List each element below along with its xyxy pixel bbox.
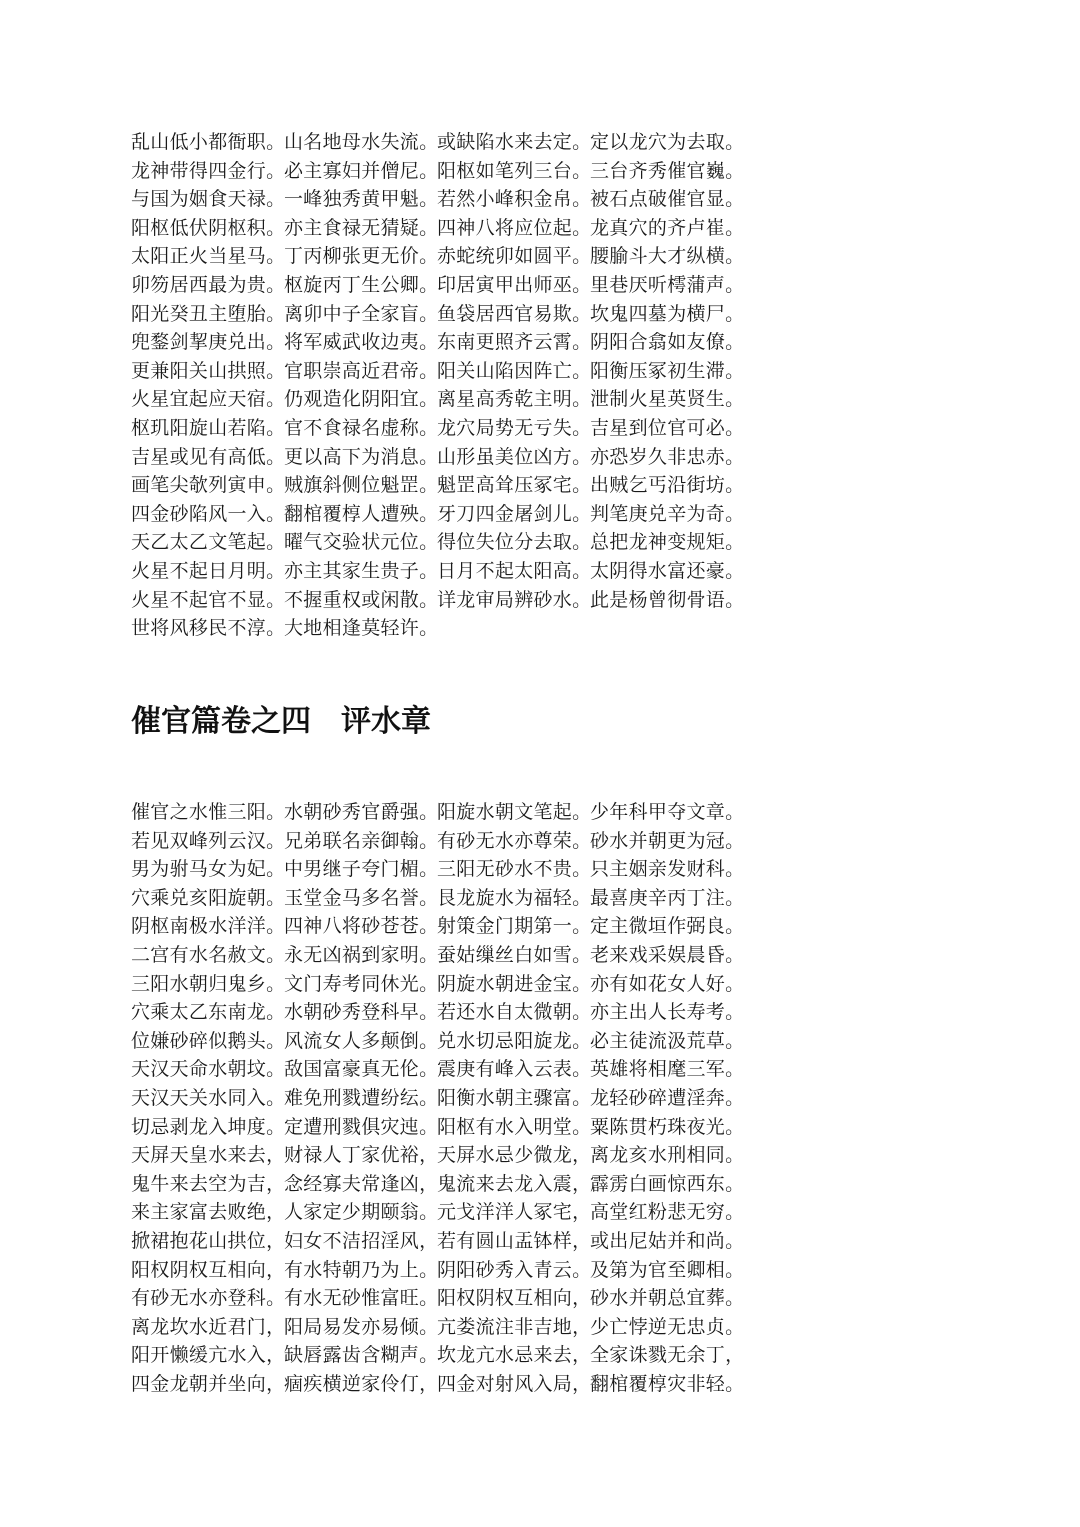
verse-phrase: 有水无砂惟富旺。 [284,1287,439,1310]
verse-phrase: 吉星或见有高低。 [131,445,286,468]
verse-line [131,1113,751,1142]
verse-phrase: 三阳水朝归鬼乡。 [131,972,286,995]
verse-phrase: 砂水并朝更为冠。 [590,829,745,852]
verse-line [131,827,751,856]
verse-line [131,1284,751,1313]
verse-phrase: 催官之水惟三阳。 [131,801,286,823]
verse-phrase: 四金砂陷风一入。 [131,502,286,525]
verse-line [131,242,751,271]
verse-phrase: 四神八将砂苍苍。 [284,915,439,938]
verse-phrase: 阳光癸丑主堕胎。 [131,302,286,325]
verse-phrase: 鬼牛来去空为吉， [131,1172,286,1195]
verse-phrase: 阳衡压冢初生滞。 [590,359,745,382]
verse-phrase: 位嫌砂碎似鹅头。 [131,1029,286,1052]
verse-phrase: 敌国富豪真无伦。 [284,1058,439,1081]
verse-phrase: 阳旋水朝文笔起。 [437,801,592,823]
verse-phrase: 官职崇高近君帝。 [284,359,439,382]
verse-phrase: 亦主食禄无猜疑。 [284,216,439,239]
verse-phrase: 只主姻亲发财科。 [590,858,745,881]
verse-phrase: 难免刑戮遭纷纭。 [284,1086,439,1109]
verse-phrase: 念经寡夫常逢凶， [284,1172,439,1195]
verse-phrase: 粟陈贯朽珠夜光。 [590,1115,745,1138]
verse-phrase: 元戈洋洋人冢宅， [437,1201,592,1224]
verse-phrase: 仍观造化阴阳宜。 [284,388,439,411]
verse-phrase: 将军威武收边夷。 [284,331,439,354]
verse-phrase: 翻棺覆椁人遭殃。 [284,502,439,525]
verse-phrase: 世将风移民不淳。 [131,617,286,640]
verse-phrase: 乱山低小都衙职。 [131,131,286,153]
verse-phrase: 鱼袋居西官易欺。 [437,302,592,325]
verse-phrase: 坎龙亢水忌来去， [437,1344,592,1367]
verse-phrase: 天汉天命水朝坟。 [131,1058,286,1081]
verse-phrase: 太阴得水富还豪。 [590,559,745,582]
verse-phrase: 山形虽美位凶方。 [437,445,592,468]
verse-line [131,1027,751,1056]
verse-phrase: 玉堂金马多名誉。 [284,886,439,909]
verse-phrase: 阳开懒缓亢水入， [131,1344,286,1367]
verse-line [131,414,751,443]
verse-phrase: 亦恐岁久非忠赤。 [590,445,745,468]
verse-phrase: 得位失位分去取。 [437,531,592,554]
verse-phrase: 火星不起日月明。 [131,559,286,582]
verse-phrase: 丁丙柳张更无价。 [284,245,439,268]
verse-phrase: 若见双峰列云汉。 [131,829,286,852]
verse-phrase: 四金龙朝并坐向， [131,1372,286,1395]
verse-phrase: 曜气交验状元位。 [284,531,439,554]
verse-phrase: 掀裙抱花山拱位， [131,1229,286,1252]
verse-phrase: 三阳无砂水不贵。 [437,858,592,881]
verse-line [131,1370,751,1399]
verse-phrase: 官不食禄名虚称。 [284,416,439,439]
verse-line [131,385,751,414]
verse-phrase: 被石点破催官显。 [590,188,745,211]
verse-line [131,128,751,157]
verse-phrase: 离星高秀乾主明。 [437,388,592,411]
verse-phrase: 妇女不洁招淫风， [284,1229,439,1252]
verse-phrase: 中男继子夸门楣。 [284,858,439,881]
verse-phrase: 痼疾横逆家伶仃， [284,1372,439,1395]
verse-line [131,1055,751,1084]
verse-line [131,1313,751,1342]
verse-phrase: 或缺陷水来去定。 [437,131,592,153]
verse-phrase: 永无凶祸到家明。 [284,943,439,966]
verse-line [131,214,751,243]
verse-phrase: 艮龙旋水为福轻。 [437,886,592,909]
verse-phrase: 龙穴局势无亏失。 [437,416,592,439]
verse-phrase: 最喜庚辛丙丁注。 [590,886,745,909]
chapter-heading [131,700,431,744]
verse-phrase: 人家定少期颐翁。 [284,1201,439,1224]
verse-line [131,300,751,329]
verse-phrase: 阳局易发亦易倾。 [284,1315,439,1338]
verse-phrase: 阳枢如笔列三台。 [437,159,592,182]
verse-phrase: 兑水切忌阳旋龙。 [437,1029,592,1052]
verse-line [131,328,751,357]
verse-phrase: 龙真穴的齐卢崔。 [590,216,745,239]
verse-phrase: 穴乘兑亥阳旋朝。 [131,886,286,909]
verse-phrase: 切忌剥龙入坤度。 [131,1115,286,1138]
verse-phrase: 兜鍪剑挈庚兑出。 [131,331,286,354]
verse-line [131,271,751,300]
verse-phrase: 贼旗斜侧位魁罡。 [284,474,439,497]
verse-line [131,185,751,214]
verse-line [131,528,751,557]
verse-phrase: 四神八将应位起。 [437,216,592,239]
verse-phrase: 火星不起官不显。 [131,588,286,611]
verse-line [131,157,751,186]
verse-phrase: 大地相逢莫轻许。 [284,617,439,640]
verse-block-1 [131,128,751,643]
verse-phrase: 总把龙神变规矩。 [590,531,745,554]
verse-phrase: 有砂无水亦尊荣。 [437,829,592,852]
verse-phrase: 阳衡水朝主骤富。 [437,1086,592,1109]
verse-phrase: 少年科甲夺文章。 [590,801,745,823]
verse-line [131,884,751,913]
verse-phrase: 火星宜起应天宿。 [131,388,286,411]
verse-line [131,1170,751,1199]
verse-phrase: 及第为官至卿相。 [590,1258,745,1281]
verse-line [131,970,751,999]
verse-phrase: 阴阳砂秀入青云。 [437,1258,592,1281]
verse-line [131,1341,751,1370]
verse-phrase: 亦主其家生贵子。 [284,559,439,582]
verse-line [131,941,751,970]
verse-line [131,798,751,827]
verse-phrase: 此是杨曾彻骨语。 [590,588,745,611]
verse-phrase: 泄制火星英贤生。 [590,388,745,411]
verse-line [131,1084,751,1113]
verse-phrase: 更兼阳关山拱照。 [131,359,286,382]
verse-phrase: 魁罡高耸压冢宅。 [437,474,592,497]
verse-phrase: 阳枢有水入明堂。 [437,1115,592,1138]
verse-phrase: 定主微垣作弼良。 [590,915,745,938]
verse-phrase: 鬼流来去龙入震， [437,1172,592,1195]
verse-phrase: 砂水并朝总宜葬。 [590,1287,745,1310]
verse-phrase: 有水特朝乃为上。 [284,1258,439,1281]
verse-phrase: 龙神带得四金行。 [131,159,286,182]
verse-phrase: 山名地母水失流。 [284,131,439,153]
verse-phrase: 兄弟联名亲御翰。 [284,829,439,852]
verse-line [131,912,751,941]
verse-phrase: 阴旋水朝进金宝。 [437,972,592,995]
verse-phrase: 牙刀四金屠剑儿。 [437,502,592,525]
verse-phrase: 文门寿考同休光。 [284,972,439,995]
verse-phrase: 枢旋丙丁生公卿。 [284,273,439,296]
verse-phrase: 离卯中子全家盲。 [284,302,439,325]
verse-phrase: 英雄将相麾三军。 [590,1058,745,1081]
verse-phrase: 三台齐秀催官巍。 [590,159,745,182]
verse-phrase: 缺唇露齿含糊声。 [284,1344,439,1367]
verse-phrase: 离龙亥水刑相同。 [590,1144,745,1167]
verse-phrase: 若然小峰积金帛。 [437,188,592,211]
verse-phrase: 高堂红粉悲无穷。 [590,1201,745,1224]
verse-phrase: 天汉天关水同入。 [131,1086,286,1109]
verse-line [131,500,751,529]
verse-phrase: 若还水自太微朝。 [437,1001,592,1024]
verse-phrase: 亦主出人长寿考。 [590,1001,745,1024]
verse-phrase: 少亡悖逆无忠贞。 [590,1315,745,1338]
verse-phrase: 二宫有水名赦文。 [131,943,286,966]
verse-line [131,855,751,884]
verse-line [131,1198,751,1227]
verse-line [131,1256,751,1285]
verse-line [131,998,751,1027]
verse-phrase: 有砂无水亦登科。 [131,1287,286,1310]
verse-phrase: 水朝砂秀登科早。 [284,1001,439,1024]
verse-line [131,1227,751,1256]
verse-phrase: 四金对射风入局， [437,1372,592,1395]
verse-phrase: 全家诛戮无余丁， [590,1344,745,1367]
verse-phrase: 霹雳白画惊西东。 [590,1172,745,1195]
verse-phrase: 画笔尖欹列寅申。 [131,474,286,497]
verse-phrase: 亢娄流注非吉地， [437,1315,592,1338]
verse-phrase: 必主寡妇并僧尼。 [284,159,439,182]
verse-phrase: 风流女人多颠倒。 [284,1029,439,1052]
verse-phrase: 亦有如花女人好。 [590,972,745,995]
verse-phrase: 阴阳合翕如友僚。 [590,331,745,354]
verse-line [131,1141,751,1170]
verse-phrase: 阳关山陷因阵亡。 [437,359,592,382]
verse-line [131,586,751,615]
verse-phrase: 阳枢低伏阴枢积。 [131,216,286,239]
verse-phrase: 必主徒流汲荒草。 [590,1029,745,1052]
verse-line [131,443,751,472]
verse-phrase: 里巷厌听樗蒲声。 [590,273,745,296]
verse-phrase: 天乙太乙文笔起。 [131,531,286,554]
verse-phrase: 射策金门期第一。 [437,915,592,938]
verse-phrase: 卯笏居西最为贵。 [131,273,286,296]
verse-line [131,471,751,500]
verse-line [131,357,751,386]
verse-phrase: 翻棺覆椁灾非轻。 [590,1372,745,1395]
verse-phrase: 定遭刑戮俱灾迍。 [284,1115,439,1138]
verse-phrase: 日月不起太阳高。 [437,559,592,582]
chapter-subtitle: 评水章 [341,704,431,739]
verse-phrase: 判笔庚兑辛为奇。 [590,502,745,525]
chapter-title: 催官篇卷之四 [131,704,311,739]
verse-phrase: 更以高下为消息。 [284,445,439,468]
verse-phrase: 来主家富去败绝， [131,1201,286,1224]
verse-phrase: 男为驸马女为妃。 [131,858,286,881]
verse-phrase: 坎鬼四墓为横尸。 [590,302,745,325]
verse-phrase: 出贼乞丐沿街坊。 [590,474,745,497]
verse-phrase: 腰腧斗大才纵横。 [590,245,745,268]
verse-block-2 [131,798,751,1398]
verse-phrase: 与国为姻食天禄。 [131,188,286,211]
verse-phrase: 离龙坎水近君门， [131,1315,286,1338]
verse-phrase: 震庚有峰入云表。 [437,1058,592,1081]
verse-phrase: 财禄人丁家优裕， [284,1144,439,1167]
verse-phrase: 枢玑阳旋山若陷。 [131,416,286,439]
verse-phrase: 阴枢南极水洋洋。 [131,915,286,938]
verse-phrase: 一峰独秀黄甲魁。 [284,188,439,211]
verse-phrase: 赤蛇统卯如圆平。 [437,245,592,268]
verse-phrase: 定以龙穴为去取。 [590,131,745,153]
verse-phrase: 水朝砂秀官爵强。 [284,801,439,823]
verse-phrase: 天屏水忌少微龙， [437,1144,592,1167]
verse-phrase: 印居寅甲出师巫。 [437,273,592,296]
verse-line [131,557,751,586]
verse-phrase: 阳权阴权互相向， [131,1258,286,1281]
verse-line [131,614,751,643]
verse-phrase: 阳权阴权互相向， [437,1287,592,1310]
verse-phrase: 龙轻砂碎遭淫奔。 [590,1086,745,1109]
verse-phrase: 穴乘太乙东南龙。 [131,1001,286,1024]
verse-phrase: 蚕姑缫丝白如雪。 [437,943,592,966]
verse-phrase: 或出尼姑并和尚。 [590,1229,745,1252]
verse-phrase: 天屏天皇水来去， [131,1144,286,1167]
verse-phrase: 吉星到位官可必。 [590,416,745,439]
verse-phrase: 不握重权或闲散。 [284,588,439,611]
verse-phrase: 若有圆山盂钵样， [437,1229,592,1252]
verse-phrase: 老来戏采娱晨昏。 [590,943,745,966]
verse-phrase: 详龙审局辨砂水。 [437,588,592,611]
verse-phrase: 东南更照齐云霄。 [437,331,592,354]
verse-phrase: 太阳正火当星马。 [131,245,286,268]
